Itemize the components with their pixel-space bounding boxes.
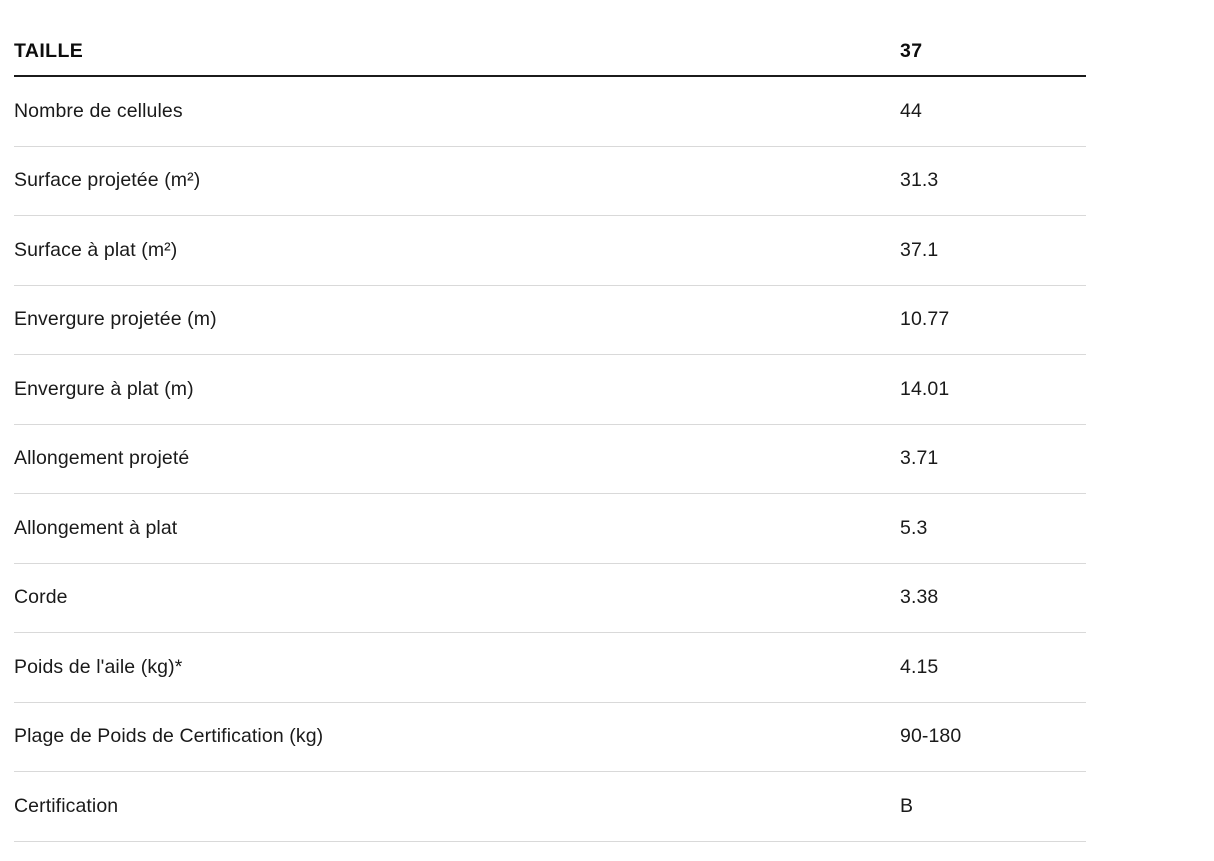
row-value: B (900, 794, 914, 817)
row-value: 90-180 (900, 725, 962, 748)
row-label: Envergure projetée (m) (14, 308, 217, 331)
table-row (14, 494, 1086, 564)
table-header-row (14, 0, 1086, 77)
row-label: Allongement projeté (14, 447, 190, 470)
row-value: 44 (900, 99, 922, 122)
row-label: Corde (14, 586, 68, 609)
table-row (14, 564, 1086, 634)
table-header-label: TAILLE (14, 40, 84, 62)
row-value: 31.3 (900, 169, 939, 192)
row-label: Envergure à plat (m) (14, 377, 194, 400)
table-header-value: 37 (900, 40, 923, 62)
table-row (14, 772, 1086, 842)
table-row (14, 286, 1086, 356)
row-label: Certification (14, 794, 119, 817)
row-value: 3.38 (900, 586, 939, 609)
table-row (14, 633, 1086, 703)
row-label: Nombre de cellules (14, 99, 183, 122)
row-value: 3.71 (900, 447, 939, 470)
row-value: 10.77 (900, 308, 950, 331)
row-label: Surface à plat (m²) (14, 238, 178, 261)
row-value: 4.15 (900, 655, 939, 678)
table-row (14, 425, 1086, 495)
table-row (14, 703, 1086, 773)
row-label: Poids de l'aile (kg)* (14, 655, 183, 678)
table-row (14, 77, 1086, 147)
row-label: Allongement à plat (14, 516, 178, 539)
row-value: 5.3 (900, 516, 928, 539)
table-row (14, 216, 1086, 286)
table-row (14, 355, 1086, 425)
row-label: Surface projetée (m²) (14, 169, 201, 192)
table-row (14, 147, 1086, 217)
row-value: 37.1 (900, 238, 939, 261)
row-value: 14.01 (900, 377, 950, 400)
row-label: Plage de Poids de Certification (kg) (14, 725, 324, 748)
